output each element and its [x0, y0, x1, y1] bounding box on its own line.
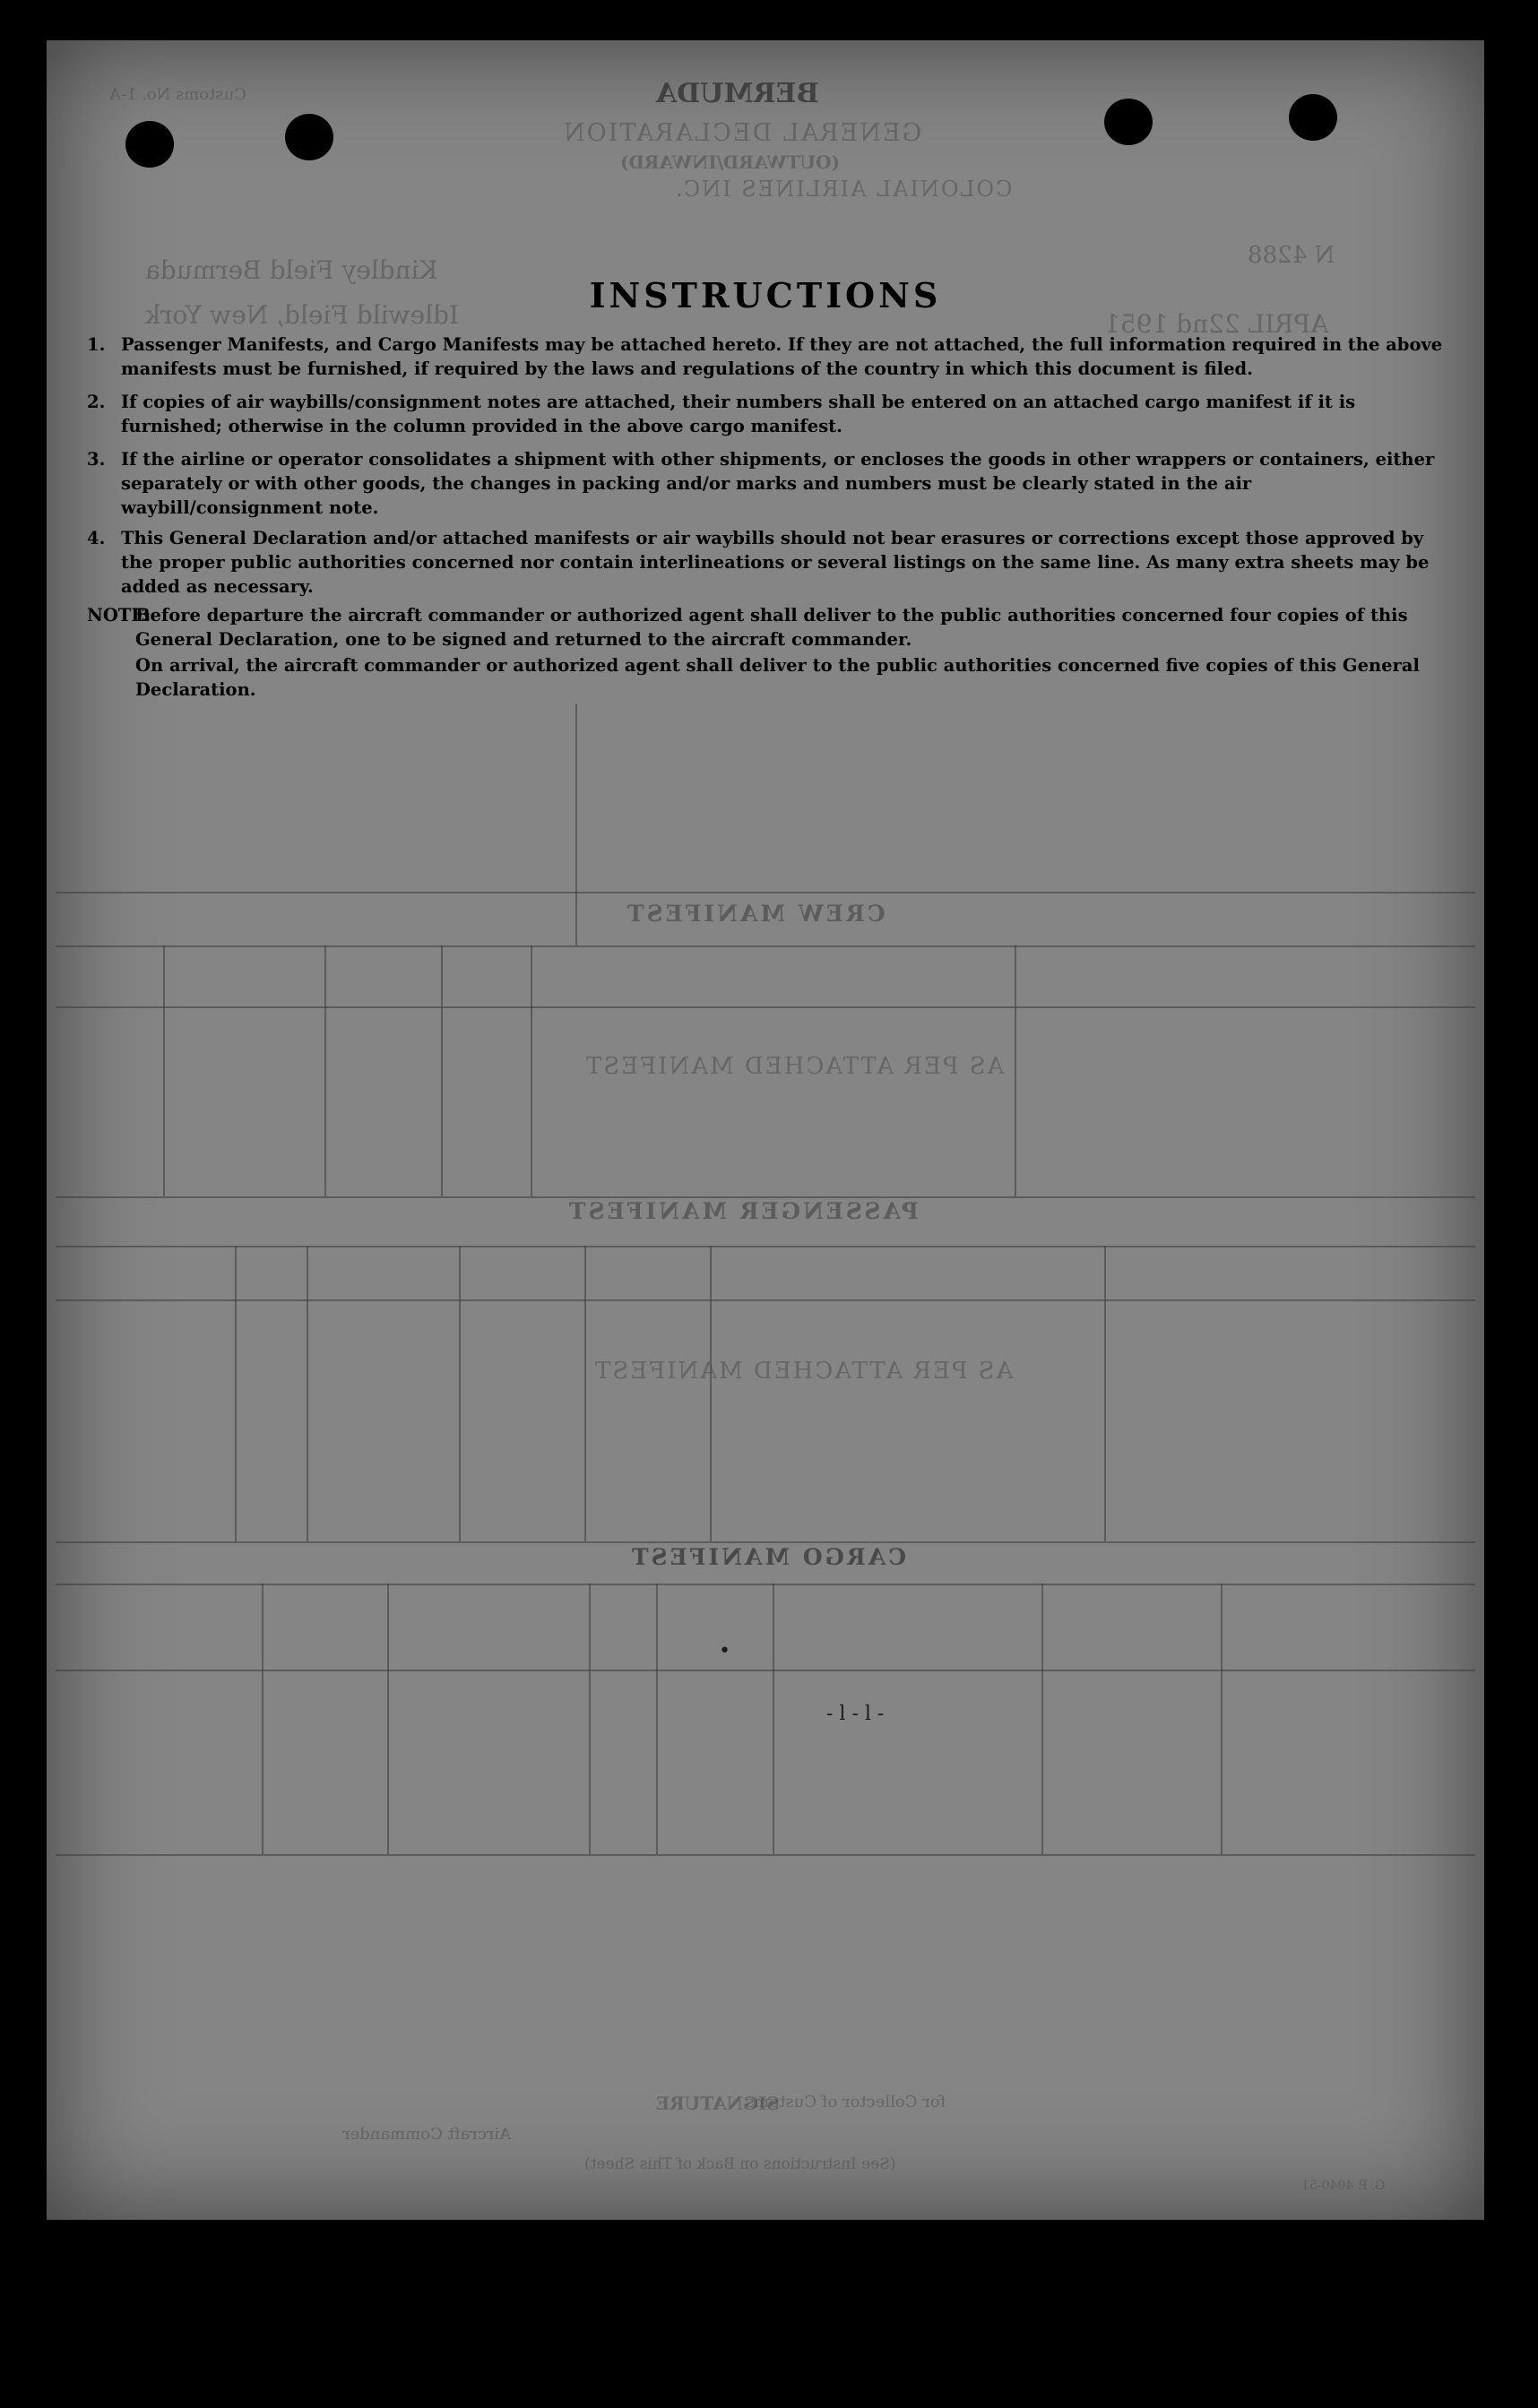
- note-label: NOTE:: [87, 605, 151, 626]
- instruction-item-1: [87, 332, 1444, 381]
- bleed-country: BERMUDA: [656, 78, 819, 109]
- rule: [387, 1584, 389, 1854]
- bleed-operator: COLONIAL AIRLINES INC.: [674, 177, 1013, 202]
- rule: [575, 703, 577, 945]
- rule: [1221, 1584, 1223, 1854]
- bleed-from: Kindley Field Bermuda: [145, 255, 438, 285]
- instruction-text: This General Declaration and/or attached manifests or air waybills should not bear erasures or corrections except those approved by the proper public authorities concerned nor contain interlineations or several listings on the same line. As many extra sheets may be added as necessary.: [121, 528, 1430, 597]
- instruction-item-2: [87, 390, 1444, 438]
- rule: [324, 945, 326, 1196]
- rule: [1015, 945, 1016, 1196]
- rule: [459, 1246, 461, 1541]
- rule: [589, 1584, 591, 1854]
- instruction-number: 1.: [87, 334, 106, 355]
- rule: [584, 1246, 586, 1541]
- rule: [531, 945, 532, 1196]
- bleed-to: Idlewild Field, New York: [145, 300, 460, 330]
- dash-mark: - l - l -: [826, 1703, 885, 1725]
- passenger-manifest-title: PASSENGER MANIFEST: [566, 1198, 919, 1224]
- rule: [56, 892, 1475, 893]
- instruction-item-3: [87, 447, 1444, 520]
- rule: [656, 1584, 658, 1854]
- rule: [56, 1006, 1475, 1008]
- instruction-note: [87, 603, 1444, 702]
- punch-hole: [1289, 94, 1337, 141]
- rule: [56, 1246, 1475, 1247]
- rule: [56, 1670, 1475, 1671]
- bleed-title: GENERAL DECLARATION: [562, 119, 922, 147]
- rule: [307, 1246, 308, 1541]
- instruction-text: If copies of air waybills/consignment notes are attached, their numbers shall be entered on an attached cargo manifest if it is furnished; otherwise in the column provided in the above cargo manifest.: [121, 392, 1356, 436]
- rule: [235, 1246, 237, 1541]
- passenger-see-attached: AS PER ATTACHED MANIFEST: [593, 1358, 1014, 1385]
- crew-see-attached: AS PER ATTACHED MANIFEST: [584, 1053, 1005, 1080]
- rule: [56, 945, 1475, 947]
- bleed-aircraft: N 4288: [1248, 242, 1335, 269]
- dot-mark: •: [719, 1640, 730, 1662]
- instruction-text: If the airline or operator consolidates a shipment with other shipments, or encloses the goods in other wrappers or containers, either separately or with other goods, the changes in packing and/or marks and numbers must be clearly stated in the air waybill/consignment note.: [121, 449, 1435, 518]
- footer-see-instructions: (See Instructions on Back of This Sheet): [584, 2155, 896, 2173]
- bleed-direction: (OUTWARD/INWARD): [620, 151, 840, 173]
- rule: [441, 945, 443, 1196]
- bleed-customs-no: Customs No. 1-A: [109, 85, 246, 104]
- note-text-departure: Before departure the aircraft commander or authorized agent shall deliver to the public authorities concerned four copies of this General Declaration, one to be signed and returned to the aircraft commander.: [135, 605, 1408, 650]
- rule: [1104, 1246, 1106, 1541]
- bleed-date: APRIL 22nd 1951: [1104, 309, 1329, 339]
- instruction-item-4: [87, 526, 1444, 599]
- rule: [56, 1299, 1475, 1301]
- footer-form-code: G. P. 4040-51: [1301, 2179, 1386, 2193]
- instruction-number: 4.: [87, 528, 106, 548]
- instruction-number: 3.: [87, 449, 106, 470]
- rule: [262, 1584, 264, 1854]
- punch-hole: [125, 121, 174, 168]
- rule: [56, 1854, 1475, 1856]
- rule: [56, 1584, 1475, 1585]
- rule: [56, 1541, 1475, 1543]
- instruction-number: 2.: [87, 392, 106, 412]
- rule: [1041, 1584, 1043, 1854]
- instruction-text: Passenger Manifests, and Cargo Manifests may be attached hereto. If they are not attached, the full information required in the above manifests must be furnished, if required by the laws and regulations of the country in which this document is filed.: [121, 334, 1443, 379]
- footer-collector: for Collector of Customs: [746, 2093, 946, 2111]
- note-text-arrival: On arrival, the aircraft commander or authorized agent shall deliver to the public authorities concerned five copies of this General Declaration.: [135, 655, 1420, 700]
- rule: [163, 945, 165, 1196]
- punch-hole: [285, 114, 333, 160]
- footer-commander: Aircraft Commander: [342, 2125, 512, 2144]
- rule: [773, 1584, 774, 1854]
- rule: [710, 1246, 712, 1541]
- footer-signature: SIGNATURE: [656, 2093, 780, 2114]
- cargo-manifest-title: CARGO MANIFEST: [629, 1544, 906, 1570]
- crew-manifest-title: CREW MANIFEST: [625, 901, 886, 927]
- instructions-title: INSTRUCTIONS: [589, 275, 942, 315]
- document-sheet: [47, 40, 1484, 2220]
- punch-hole: [1104, 99, 1153, 145]
